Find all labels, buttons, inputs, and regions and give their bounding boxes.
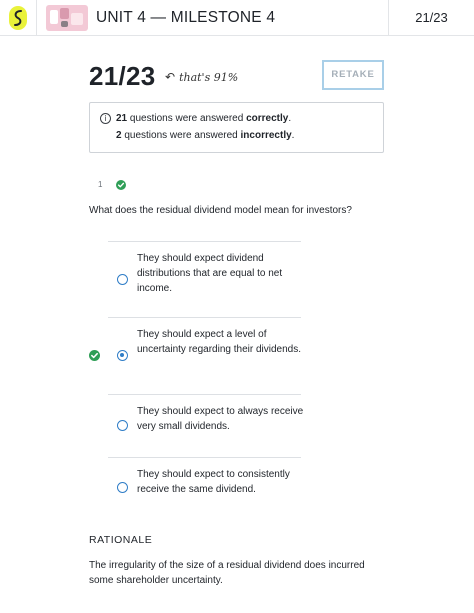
option-text-4: They should expect to consistently receive the same dividend. [137, 469, 290, 495]
curved-arrow-icon: ↶ [165, 70, 176, 84]
question-number: 1 [98, 180, 103, 189]
sophia-logo-icon [9, 6, 27, 30]
option-text-3: They should expect to always receive very small dividends. [137, 406, 304, 432]
option-text-1: They should expect dividend distributions that are equal to net income. [137, 253, 283, 294]
option-text-2: They should expect a level of uncertainty regarding their dividends. [137, 329, 301, 355]
rationale-heading: RATIONALE [89, 534, 153, 546]
option-radio-1[interactable] [117, 274, 128, 285]
question-text: What does the residual dividend model mean for investors? [89, 205, 352, 216]
score-annotation [165, 70, 238, 84]
retake-button[interactable]: RETAKE [322, 60, 384, 90]
correct-answer-check-icon [89, 350, 100, 361]
incorrect-summary: 2 questions were answered incorrectly. [116, 130, 295, 141]
course-thumbnail [46, 5, 88, 31]
correct-summary: 21 questions were answered correctly. [116, 113, 292, 124]
option-radio-4[interactable] [117, 482, 128, 493]
page-title: UNIT 4 — MILESTONE 4 [96, 9, 276, 26]
question-correct-check-icon [116, 180, 126, 190]
option-divider [108, 317, 301, 318]
score-annotation-text: that's 91% [179, 71, 239, 84]
option-radio-2[interactable] [117, 350, 128, 361]
top-bar [0, 0, 474, 36]
logo-cell[interactable] [0, 0, 37, 36]
result-score: 21/23 [89, 61, 156, 91]
option-divider [108, 241, 301, 242]
result-summary-box [89, 102, 384, 153]
score-cell [388, 0, 474, 36]
header-score: 21/23 [415, 10, 448, 25]
option-radio-3[interactable] [117, 420, 128, 431]
option-divider [108, 394, 301, 395]
rationale-text: The irregularity of the size of a residual dividend does incurred some shareholder uncertainty. [89, 560, 365, 586]
option-divider [108, 457, 301, 458]
info-icon: i [100, 113, 111, 124]
